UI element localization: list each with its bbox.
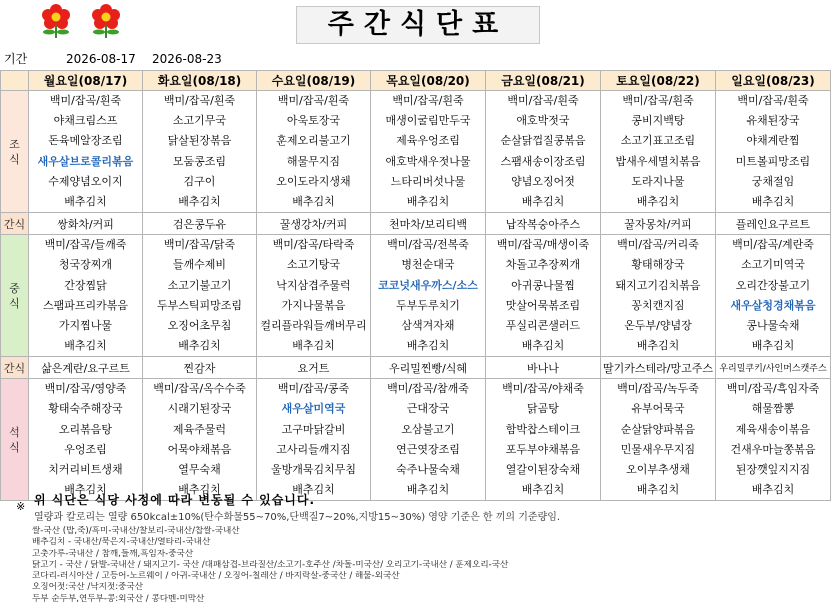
menu-item: 백미/잡곡/커리죽 <box>617 238 699 252</box>
menu-item: 백미/잡곡/흰죽 <box>49 94 122 107</box>
period-end: 2026-08-23 <box>152 52 222 66</box>
menu-item: 우엉조림 <box>64 442 107 456</box>
menu-item: 백미/잡곡/옥수수죽 <box>153 382 246 396</box>
day-header: 금요일(08/21) <box>486 71 601 91</box>
snack-cell: 요거트 <box>257 357 371 379</box>
menu-item: 오삼불고기 <box>401 422 455 436</box>
menu-item: 미트볼피망조림 <box>735 154 811 168</box>
menu-item: 닭곰탕 <box>527 402 559 416</box>
menu-item: 도라지나물 <box>631 174 685 188</box>
menu-item: 콩나물숙채 <box>746 318 800 332</box>
menu-item: 백미/잡곡/영양죽 <box>44 382 127 396</box>
menu-item: 닭살된장볶음 <box>167 134 232 148</box>
snack-cell: 납작복숭아주스 <box>486 213 601 235</box>
menu-item: 백미/잡곡/흰죽 <box>507 94 579 107</box>
menu-item: 해물무지짐 <box>286 154 341 168</box>
meal-label: 간식 <box>1 357 29 379</box>
menu-item: 소고기탕국 <box>286 258 341 272</box>
snack1-row <box>1 213 831 235</box>
dinner-cell <box>486 379 601 501</box>
menu-item: 백미/잡곡/흰죽 <box>277 94 350 107</box>
menu-item: 배추김치 <box>636 483 680 497</box>
snack-cell: 우리밀쿠키/사인머스캣주스 <box>716 357 831 379</box>
menu-item: 소고기무국 <box>172 114 227 128</box>
menu-item: 건새우마늘쫑볶음 <box>730 442 816 456</box>
meal-label <box>1 235 29 357</box>
menu-item: 양념오징어젓 <box>511 174 575 188</box>
menu-item: 배추김치 <box>521 339 565 353</box>
menu-item: 가지나물볶음 <box>281 298 346 312</box>
menu-item: 들깨수제비 <box>172 258 227 272</box>
period-start: 2026-08-17 <box>66 52 136 66</box>
menu-item: 두부두루치기 <box>396 298 460 312</box>
origin-line: 두부 순두부,연두부-콩:외국산 / 콩다멘-미막산 <box>32 593 205 604</box>
origin-line: 오징어젓:국산 /낙지젓:중국산 <box>32 582 144 593</box>
menu-item: 포두부야채볶음 <box>505 442 581 456</box>
dinner-cell <box>371 379 486 501</box>
day-header: 일요일(08/23) <box>716 71 831 91</box>
menu-item: 애호박젓국 <box>516 114 570 128</box>
origin-line: 고춧가루-국내산 / 참깨,들깨,흑임자-중국산 <box>32 548 194 559</box>
menu-item: 배추김치 <box>292 194 335 208</box>
menu-item: 배추김치 <box>521 483 565 497</box>
day-header: 수요일(08/19) <box>257 71 371 91</box>
menu-item: 백미/잡곡/들깨죽 <box>44 238 127 252</box>
day-header-row <box>1 71 831 91</box>
menu-item: 배추김치 <box>178 339 221 353</box>
menu-item: 백미/잡곡/녹두죽 <box>617 382 699 396</box>
menu-item: 울방개묵김치무침 <box>270 463 356 476</box>
menu-item: 연근엿장조림 <box>396 442 460 456</box>
menu-item: 모둠콩조림 <box>172 154 227 168</box>
menu-item: 병천순대국 <box>401 258 455 272</box>
menu-item: 고구마닭갈비 <box>281 422 346 436</box>
origin-info <box>32 526 832 605</box>
menu-item: 오리간장불고기 <box>735 278 811 292</box>
dinner-cell <box>29 379 143 501</box>
menu-item: 백미/잡곡/흰죽 <box>737 94 809 107</box>
menu-item: 백미/잡곡/타락죽 <box>272 238 355 252</box>
menu-item: 오리볶음탕 <box>58 422 113 436</box>
dinner-row <box>1 379 831 501</box>
lunch-cell <box>371 235 486 357</box>
weekly-menu-table <box>0 70 831 501</box>
menu-item: 고사리들깨지짐 <box>276 442 351 456</box>
menu-item: 소고기표고조림 <box>620 134 696 148</box>
menu-item: 가지찜나물 <box>58 318 113 332</box>
lunch-cell <box>601 235 716 357</box>
menu-item: 황태숙주해장국 <box>48 402 123 416</box>
day-header: 목요일(08/20) <box>371 71 486 91</box>
period-label: 기간 <box>4 52 28 66</box>
menu-item: 민물새우무지짐 <box>620 442 696 456</box>
menu-item: 푸실리콘샐러드 <box>505 318 581 332</box>
menu-item: 된장깻잎지지짐 <box>735 463 811 476</box>
menu-item: 새우살미역국 <box>281 402 346 416</box>
menu-item: 순살닭양파볶음 <box>620 422 696 436</box>
menu-item: 제육주물럭 <box>172 422 227 436</box>
breakfast-cell <box>486 91 601 213</box>
menu-item: 콩비지백탕 <box>631 114 685 128</box>
meal-label <box>1 91 29 213</box>
menu-item: 코코넛새우까스/소스 <box>378 278 478 292</box>
origin-line: 쌀-국산 (밥,죽)/흑미-국내산/찰보리-국내산/찹쌀-국내산 <box>32 526 240 536</box>
menu-item: 유부어묵국 <box>631 402 685 416</box>
origin-line: 배추김치 - 국내산/묵은지-국내산/열타리-국내산 <box>32 537 211 548</box>
menu-item: 어묵야채볶음 <box>167 442 232 456</box>
menu-item: 시래기된장국 <box>167 402 232 416</box>
flower-decoration-icon <box>28 2 188 38</box>
breakfast-row <box>1 91 831 213</box>
menu-item: 배추김치 <box>751 194 795 208</box>
menu-item: 배추김치 <box>406 483 450 497</box>
menu-item: 배추김치 <box>636 194 680 208</box>
snack-cell: 딸기카스테라/망고주스 <box>601 357 716 379</box>
snack-cell: 찐감자 <box>143 357 257 379</box>
menu-item: 돼지고기김치볶음 <box>615 278 701 292</box>
menu-item: 궁채절임 <box>751 174 795 188</box>
dinner-cell <box>143 379 257 501</box>
menu-item: 제육우엉조림 <box>396 134 460 148</box>
menu-item: 배추김치 <box>406 339 450 353</box>
menu-item: 황태해장국 <box>631 258 685 272</box>
menu-item: 배추김치 <box>64 483 107 497</box>
menu-item: 배추김치 <box>292 339 335 353</box>
snack-cell: 꿀생강차/커피 <box>257 213 371 235</box>
menu-item: 배추김치 <box>521 194 565 208</box>
menu-item: 함박찹스테이크 <box>505 422 581 436</box>
corner-cell <box>1 71 29 91</box>
menu-item: 소고기불고기 <box>167 278 232 292</box>
note-nutrition: 열량과 칼로리는 열량 650kcal±10%(탄수화물55~70%,단백질7~20%,지방15~30%) 영양 기준은 한 끼의 기준량임. <box>34 512 561 523</box>
menu-item: 낙지삼겹주물럭 <box>276 278 351 292</box>
menu-item: 열갈이된장숙채 <box>505 463 581 476</box>
menu-item: 배추김치 <box>178 194 221 208</box>
snack-cell: 꿀자몽차/커피 <box>601 213 716 235</box>
day-header: 화요일(08/18) <box>143 71 257 91</box>
origin-line: 코다리-러시아산 / 고등어-노르웨이 / 아귀-국내산 / 오징어-칠레산 / 바지락살-중국산 / 해물-외국산 <box>32 571 400 582</box>
menu-item: 치커리비트생채 <box>48 463 123 476</box>
menu-item: 백미/잡곡/매생이죽 <box>496 238 590 252</box>
menu-item: 근대장국 <box>406 402 450 416</box>
day-header: 월요일(08/17) <box>29 71 143 91</box>
menu-item: 배추김치 <box>406 194 450 208</box>
menu-item: 매생이굴림만두국 <box>385 114 471 128</box>
breakfast-cell <box>29 91 143 213</box>
breakfast-cell <box>716 91 831 213</box>
period-row <box>0 48 835 70</box>
breakfast-cell <box>257 91 371 213</box>
menu-item: 제육새송이볶음 <box>735 422 811 436</box>
menu-item: 맛살어묵볶조림 <box>505 298 581 312</box>
dinner-cell <box>716 379 831 501</box>
snack-cell: 플레인요구르트 <box>716 213 831 235</box>
menu-item: 야채계란찜 <box>746 134 800 148</box>
menu-item: 백미/잡곡/닭죽 <box>163 238 236 252</box>
breakfast-cell <box>601 91 716 213</box>
meal-label-text: 석식 <box>9 425 20 454</box>
meal-label-text: 조식 <box>9 137 20 166</box>
menu-item: 백미/잡곡/참깨죽 <box>387 382 469 396</box>
breakfast-cell <box>143 91 257 213</box>
lunch-cell <box>486 235 601 357</box>
menu-item: 백미/잡곡/콩죽 <box>277 382 350 396</box>
menu-item: 유채된장국 <box>746 114 800 128</box>
snack-cell: 우리밀찐빵/식혜 <box>371 357 486 379</box>
menu-item: 오이도라지생채 <box>276 174 351 188</box>
note-main: 위 식단은 식당 사정에 따라 변동될 수 있습니다. <box>34 493 316 507</box>
menu-item: 열무숙채 <box>178 463 221 476</box>
menu-item: 오징어초무침 <box>167 318 232 332</box>
menu-item: 백미/잡곡/흰죽 <box>622 94 694 107</box>
menu-item: 차돌고추장찌개 <box>505 258 581 272</box>
menu-item: 스팸새송이장조림 <box>500 154 586 168</box>
lunch-cell <box>716 235 831 357</box>
menu-item: 밥새우세멸치볶음 <box>615 154 701 168</box>
menu-item: 배추김치 <box>178 483 221 497</box>
menu-item: 새우살브로콜리볶음 <box>37 154 134 168</box>
menu-item: 수제양념오이지 <box>48 174 123 188</box>
dinner-cell <box>257 379 371 501</box>
menu-item: 백미/잡곡/계란죽 <box>732 238 814 252</box>
menu-item: 숙주나물숙채 <box>396 463 460 476</box>
lunch-row <box>1 235 831 357</box>
menu-item: 훈제오리불고기 <box>276 134 351 148</box>
snack-cell: 바나나 <box>486 357 601 379</box>
menu-item: 돈육메알장조림 <box>48 134 123 148</box>
snack-cell: 쌍화차/커피 <box>29 213 143 235</box>
lunch-cell <box>257 235 371 357</box>
menu-item: 두부스틱피망조림 <box>156 298 242 312</box>
snack-cell: 삶은계란/요구르트 <box>29 357 143 379</box>
menu-item: 김구이 <box>183 174 216 188</box>
origin-line: 닭고기 - 국산 / 닭발-국내산 / 돼지고기- 국산 /대패삼겹-브라질산/소고기-호주산 /차돌-미국산/ 오리고기-국내산 / 훈제오리-국산 <box>32 559 509 570</box>
lunch-cell <box>29 235 143 357</box>
menu-item: 백미/잡곡/흰죽 <box>392 94 464 107</box>
breakfast-cell <box>371 91 486 213</box>
dinner-cell <box>601 379 716 501</box>
menu-item: 컬리플라워들깨버무리 <box>260 318 367 332</box>
menu-item: 백미/잡곡/흰죽 <box>163 94 236 107</box>
menu-item: 애호박새우젓나물 <box>385 154 471 168</box>
menu-item: 새우살청경채볶음 <box>730 298 816 312</box>
menu-item: 꽁치캔지짐 <box>631 298 685 312</box>
menu-item: 배추김치 <box>292 483 335 497</box>
meal-label-text: 중식 <box>9 281 20 310</box>
menu-item: 백미/잡곡/흑임자죽 <box>726 382 820 396</box>
snack-cell: 천마차/보리티백 <box>371 213 486 235</box>
menu-item: 간장찜닭 <box>64 278 107 292</box>
menu-item: 소고기미역국 <box>741 258 805 272</box>
snack2-row <box>1 357 831 379</box>
snack-cell: 검은콩두유 <box>143 213 257 235</box>
menu-item: 오이부추생채 <box>626 463 690 476</box>
menu-item: 백미/잡곡/야채죽 <box>502 382 584 396</box>
meal-label: 간식 <box>1 213 29 235</box>
menu-item: 아욱토장국 <box>286 114 341 128</box>
menu-item: 야채크림스프 <box>53 114 118 128</box>
menu-item: 온두부/양념장 <box>624 318 692 332</box>
menu-item: 배추김치 <box>751 483 795 497</box>
menu-item: 배추김치 <box>64 194 107 208</box>
meal-label <box>1 379 29 501</box>
menu-item: 삼색겨자채 <box>401 318 455 332</box>
page-title: 주간식단표 <box>296 6 540 44</box>
note-mark: ※ <box>16 500 26 513</box>
menu-item: 배추김치 <box>636 339 680 353</box>
menu-item: 청국장찌개 <box>58 258 113 272</box>
menu-item: 순살닭껍질콩볶음 <box>500 134 586 148</box>
menu-item: 스팸파프리카볶음 <box>42 298 128 312</box>
menu-item: 백미/잡곡/전복죽 <box>387 238 469 252</box>
menu-item: 해물짬뽕 <box>751 402 795 416</box>
day-header: 토요일(08/22) <box>601 71 716 91</box>
menu-item: 아귀콩나물찜 <box>511 278 575 292</box>
menu-item: 배추김치 <box>64 339 107 353</box>
lunch-cell <box>143 235 257 357</box>
menu-item: 배추김치 <box>751 339 795 353</box>
menu-item: 느타리버섯나물 <box>390 174 466 188</box>
